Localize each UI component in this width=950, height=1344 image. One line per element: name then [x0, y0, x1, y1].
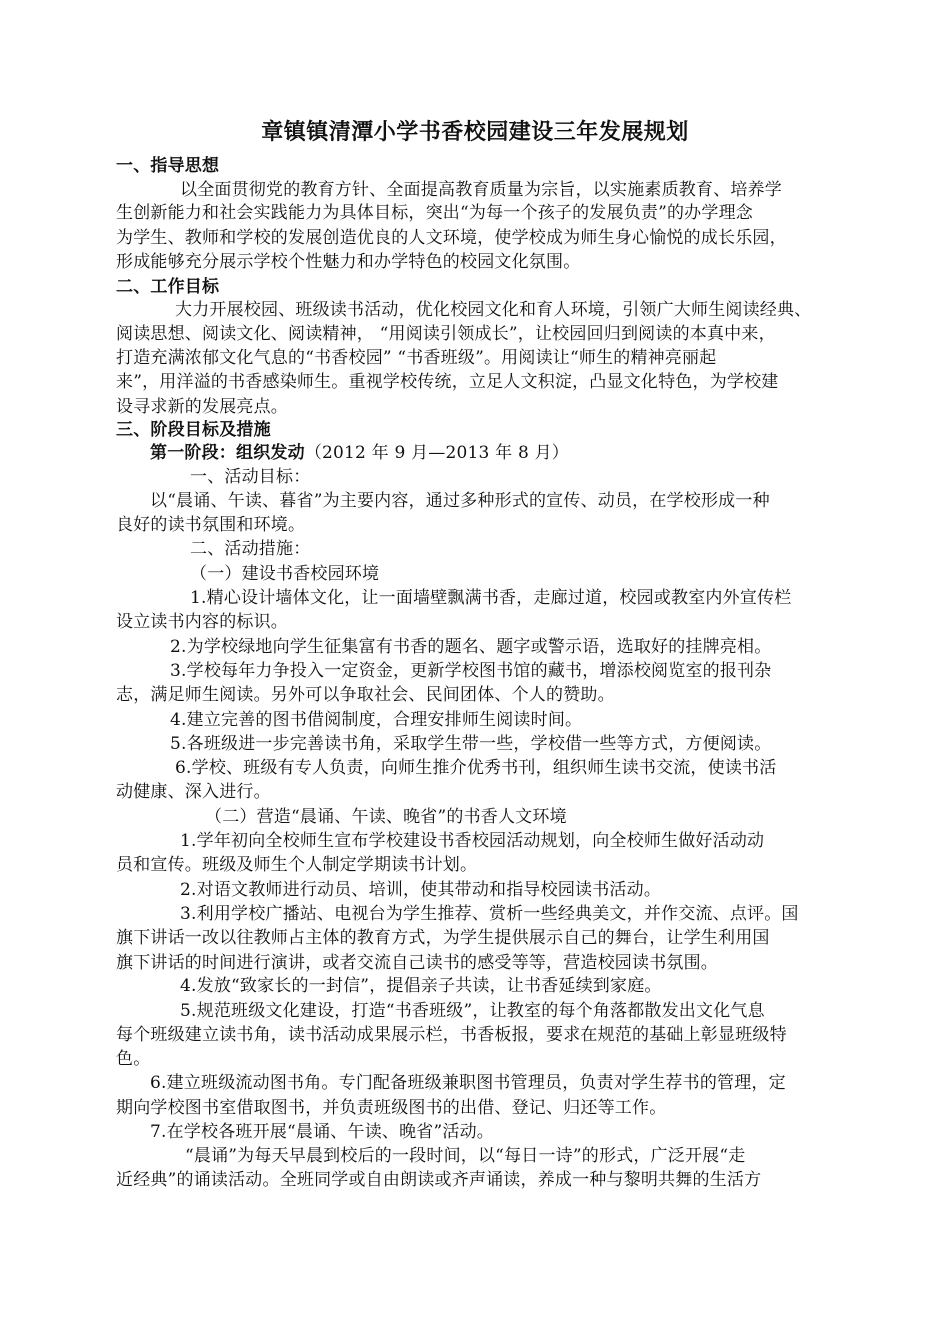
stage-period: （2012 年 9 月—2013 年 8 月） [304, 443, 569, 463]
body-line: 以全面贯彻党的教育方针、全面提高教育质量为宗旨，以实施素质教育、培养学 [180, 180, 782, 200]
body-line: 6.建立班级流动图书角。专门配备班级兼职图书管理员，负责对学生荐书的管理，定 [150, 1073, 786, 1093]
body-line: 近经典”的诵读活动。全班同学或自由朗读或齐声诵读，养成一种与黎明共舞的生活方 [116, 1170, 762, 1190]
body-line: 打造充满浓郁文化气息的“书香校园” “书香班级”。用阅读让“师生的精神亮丽起 [116, 348, 717, 368]
body-line: 一、活动目标： [190, 467, 311, 487]
body-line: （二）营造“晨诵、午读、晚省”的书香人文环境 [205, 807, 567, 827]
body-line: 期向学校图书室借取图书，并负责班级图书的出借、登记、归还等工作。 [116, 1098, 667, 1118]
body-line: 员和宣传。班级及师生个人制定学期读书计划。 [116, 855, 478, 875]
body-line: 大力开展校园、班级读书活动，优化校园文化和育人环境，引领广大师生阅读经典、 [175, 300, 812, 320]
body-line: 二、活动措施： [190, 539, 311, 559]
body-line: 为学生、教师和学校的发展创造优良的人文环境，使学校成为师生身心愉悦的成长乐园， [116, 228, 787, 248]
body-line: 以“晨诵、午读、暮省”为主要内容，通过多种形式的宣传、动员，在学校形成一种 [150, 491, 770, 511]
stage-heading [150, 441, 569, 465]
body-line: 旗下讲话的时间进行演讲，或者交流自己读书的感受等等，营造校园读书氛围。 [116, 953, 718, 973]
body-line: 4.建立完善的图书借阅制度，合理安排师生阅读时间。 [170, 710, 583, 730]
body-line: 生创新能力和社会实践能力为具体目标，突出“为每一个孩子的发展负责”的办学理念 [116, 203, 753, 223]
body-line: 3.利用学校广播站、电视台为学生推荐、赏析一些经典美文，并作交流、点评。国 [180, 904, 799, 924]
stage-title: 第一阶段：组织发动 [150, 443, 305, 463]
body-line: 3.学校每年力争投入一定资金，更新学校图书馆的藏书，增添校阅览室的报刊杂 [170, 661, 772, 681]
body-line: 形成能够充分展示学校个性魅力和办学特色的校园文化氛围。 [116, 252, 581, 272]
section-heading: 一、指导思想 [116, 156, 220, 176]
body-line: 2.对语文教师进行动员、培训，使其带动和指导校园读书活动。 [180, 880, 662, 900]
body-line: 色。 [116, 1049, 151, 1069]
body-line: 旗下讲话一改以往教师占主体的教育方式，为学生提供展示自己的舞台，让学生利用国 [116, 928, 770, 948]
body-line: 7.在学校各班开展“晨诵、午读、晚省”活动。 [150, 1122, 495, 1142]
body-line: （一）建设书香校园环境 [190, 564, 380, 584]
body-line: 1.精心设计墙体文化，让一面墙壁飘满书香，走廊过道，校园或教室内外宣传栏 [190, 588, 792, 608]
body-line: 志，满足师生阅读。另外可以争取社会、民间团体、个人的赞助。 [116, 685, 615, 705]
body-line: 每个班级建立读书角，读书活动成果展示栏，书香板报，要求在规范的基础上彰显班级特 [116, 1025, 787, 1045]
body-line: “晨诵”为每天早晨到校后的一段时间，以“每日一诗”的形式，广泛开展“走 [185, 1146, 746, 1166]
body-line: 良好的读书氛围和环境。 [116, 515, 306, 535]
body-line: 来”，用洋溢的书香感染师生。重视学校传统，立足人文积淀，凸显文化特色，为学校建 [116, 372, 779, 392]
body-line: 6.学校、班级有专人负责，向师生推介优秀书刊，组织师生读书交流，使读书活 [175, 758, 777, 778]
section-heading: 二、工作目标 [116, 277, 220, 297]
body-line: 设寻求新的发展亮点。 [116, 397, 288, 417]
section-heading: 三、阶段目标及措施 [116, 420, 271, 440]
body-line: 动健康、深入进行。 [116, 782, 271, 802]
body-line: 2.为学校绿地向学生征集富有书香的题名、题字或警示语，选取好的挂牌亮相。 [170, 637, 772, 657]
body-line: 5.各班级进一步完善读书角，采取学生带一些，学校借一些等方式，方便阅读。 [170, 734, 772, 754]
body-line: 4.发放“致家长的一封信”，提倡亲子共读，让书香延续到家庭。 [180, 976, 662, 996]
body-line: 设立读书内容的标识。 [116, 612, 288, 632]
body-line: 1.学年初向全校师生宣布学校建设书香校园活动规划，向全校师生做好活动动 [180, 831, 765, 851]
document-title: 章镇镇清潭小学书香校园建设三年发展规划 [261, 120, 689, 145]
body-line: 阅读思想、阅读文化、阅读精神， “用阅读引领成长”，让校园回归到阅读的本真中来， [116, 324, 776, 344]
body-line: 5.规范班级文化建设，打造“书香班级”，让教室的每个角落都散发出文化气息 [180, 1001, 765, 1021]
